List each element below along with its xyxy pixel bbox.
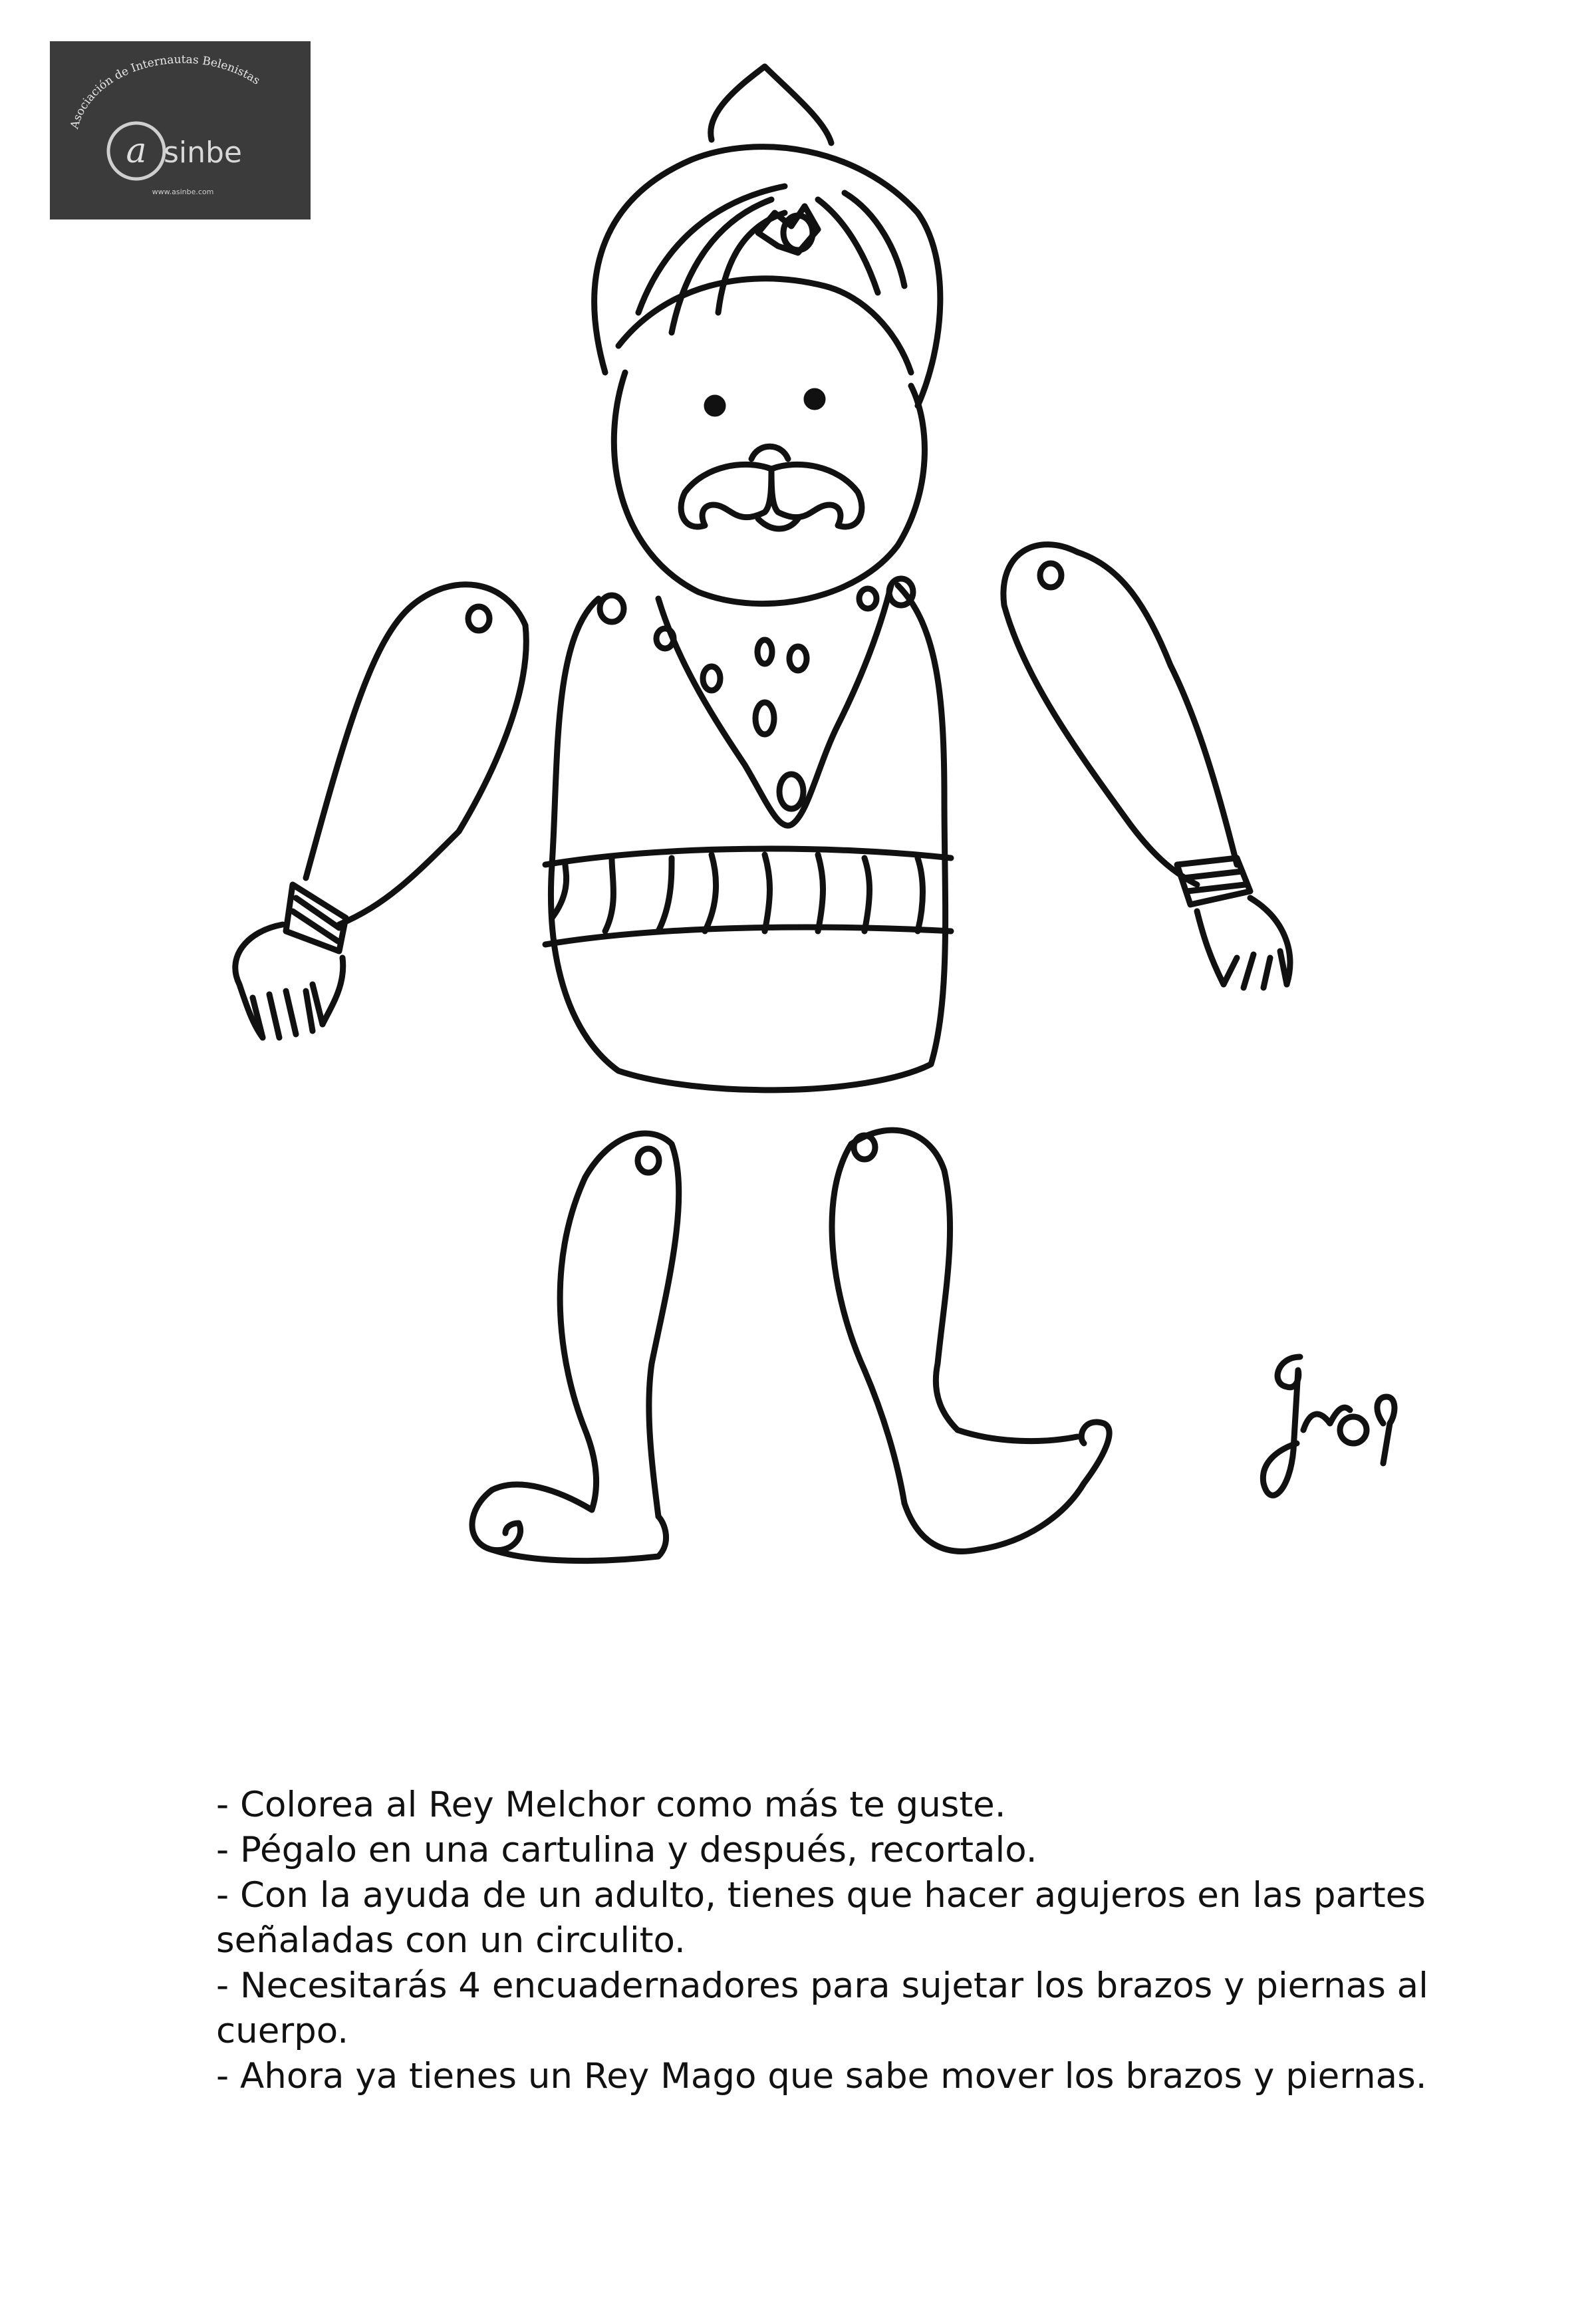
right-arm xyxy=(1003,545,1290,988)
instruction-item: - Colorea al Rey Melchor como más te guste. xyxy=(216,1785,1006,1825)
svg-text:sinbe: sinbe xyxy=(163,136,243,170)
instruction-item: - Pégalo en una cartulina y después, recortalo. xyxy=(216,1830,1037,1870)
svg-text:www.asinbe.com: www.asinbe.com xyxy=(152,188,214,196)
torso xyxy=(545,579,951,1090)
instruction-item: - Ahora ya tienes un Rey Mago que sabe mover los brazos y piernas. xyxy=(216,2056,1427,2096)
instructions-list xyxy=(216,1783,1513,2099)
right-leg xyxy=(832,1130,1109,1551)
left-leg xyxy=(472,1133,679,1561)
left-arm xyxy=(235,585,526,1038)
face xyxy=(614,372,924,604)
turban xyxy=(595,67,940,406)
instruction-item: - Con la ayuda de un adulto, tienes que hacer agujeros en las partes señaladas con un circulito. xyxy=(216,1875,1426,1961)
svg-text:Asociación de Internautas Bele: Asociación de Internautas Belenistas xyxy=(68,53,263,130)
svg-text:a: a xyxy=(126,131,147,171)
instruction-item: - Necesitarás 4 encuadernadores para sujetar los brazos y piernas al cuerpo. xyxy=(216,1965,1428,2051)
artist-signature xyxy=(1263,1357,1395,1495)
